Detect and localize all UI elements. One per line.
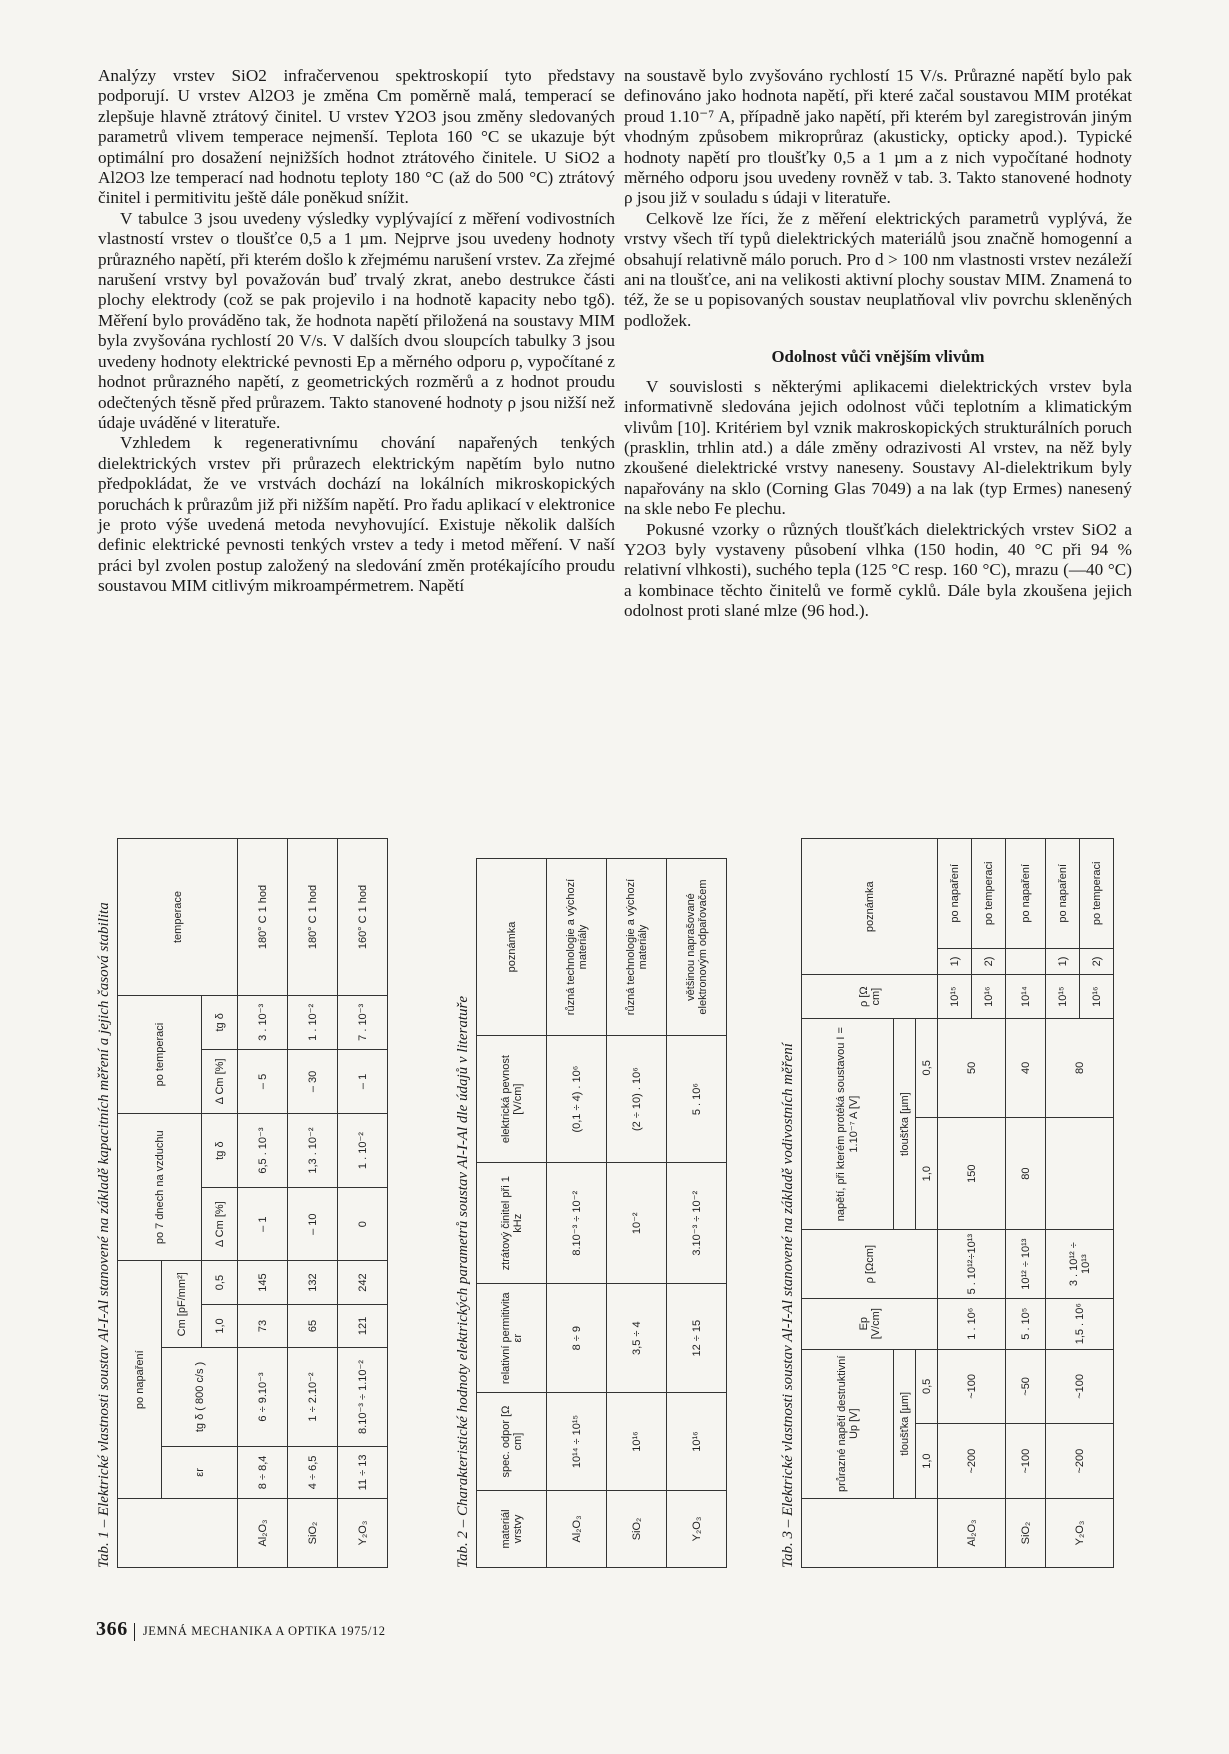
table-header-cell: Cm [pF/mm²] (162, 1261, 202, 1348)
table-cell: 10¹⁴ (1006, 975, 1046, 1018)
table-cell: 8 ÷ 8,4 (238, 1446, 288, 1498)
table-row (607, 859, 667, 1568)
table-header-cell: 1,0 (202, 1304, 238, 1347)
page-number: 366 (96, 1618, 128, 1640)
table-header-cell: 1,0 (916, 1424, 938, 1499)
table-1-block (96, 836, 388, 1568)
table-cell: 10¹⁶ (972, 975, 1006, 1018)
table-cell: 7 . 10⁻³ (338, 996, 388, 1050)
table-cell: SiO₂ (607, 1490, 667, 1567)
table-header-cell: temperace (118, 839, 238, 996)
paragraph: Vzhledem k regenerativnímu chování napařených tenkých dielektrických vrstev při průrazech elektrickým napětím bylo nutno předpokládat, že ve vrstvách dochází na lokálních mikroskopických poruchách k průrazům již při nižším napětí. Pro řadu aplikací v elektronice je proto výše uvedená metoda nevyhovující. Existuje několik dalších definic elektrické pevnosti tenkých vrstev a tedy i metod měření. V naší práci byl zvolen postup založený na sledování změn protékajícího proudu soustavou MIM citlivým mikroampérmetrem. Napětí (98, 433, 615, 596)
table-header-cell: tg δ (202, 996, 238, 1050)
table-cell: Al₂O₃ (238, 1499, 288, 1568)
table-cell: Y₂O₃ (667, 1490, 727, 1567)
table-cell: 1 . 10⁻² (288, 996, 338, 1050)
table-cell: – 1 (238, 1187, 288, 1260)
table-header-cell: ρ [Ω cm] (802, 975, 938, 1018)
table-header-cell: po 7 dnech na vzduchu (118, 1114, 202, 1261)
table-row (547, 859, 607, 1568)
table-row (238, 839, 288, 1568)
table-1 (117, 838, 388, 1568)
table-header-cell: materiál vrstvy (477, 1490, 547, 1567)
table-cell: ~100 (938, 1349, 1006, 1424)
table-cell: 1,3 . 10⁻² (288, 1114, 338, 1188)
table-cell: 242 (338, 1261, 388, 1304)
table-header-cell: po temperaci (118, 996, 202, 1114)
table-cell: 160° C 1 hod (338, 839, 388, 996)
table-cell (1006, 948, 1046, 975)
table-cell: 180° C 1 hod (238, 839, 288, 996)
table-cell: ~100 (1046, 1349, 1114, 1424)
table-header-cell: relativní permitivita εr (477, 1284, 547, 1393)
table-cell: 1 . 10⁶ (938, 1298, 1006, 1349)
table-header-cell: 0,5 (916, 1349, 938, 1424)
table-cell: (0,1 ÷ 4) . 10⁶ (547, 1036, 607, 1163)
paragraph: Celkově lze říci, že z měření elektrických parametrů vyplývá, že vrstvy všech tří typů dielektrických materiálů jsou značně homogenní a obsahují relativně málo poruch. Pro d > 100 nm vlastnosti vrstev nezáleží ani na tloušťce, ani na velikosti aktivní plochy soustav MIM. Znamená to též, že se u popisovaných soustav neuplatňoval vliv povrchu skleněných podložek. (624, 208, 1132, 330)
table-cell: 50 (938, 1018, 1006, 1117)
table-cell: ~50 (1006, 1349, 1046, 1424)
table-cell: 8.10⁻³ ÷ 10⁻² (547, 1163, 607, 1284)
table-2 (476, 858, 727, 1568)
table-cell: 8.10⁻³ ÷ 1.10⁻² (338, 1348, 388, 1447)
table-cell: 40 (1006, 1018, 1046, 1117)
table-cell: Y₂O₃ (1046, 1499, 1114, 1568)
table-header-cell: 0,5 (916, 1018, 938, 1117)
table-3-block (780, 836, 1114, 1568)
table-header-cell: spec. odpor [Ω cm] (477, 1393, 547, 1491)
table-cell: různá technologie a výchozí materiály (547, 859, 607, 1036)
table-header-cell: tg δ (202, 1114, 238, 1188)
table-cell: ~200 (938, 1424, 1006, 1499)
table-header-cell: elektrická pevnost [V/cm] (477, 1036, 547, 1163)
paragraph: V souvislosti s některými aplikacemi dielektrických vrstev byla informativně sledována jejich odolnost vůči teplotním a klimatickým vlivům [10]. Kritériem byl vznik makroskopických strukturálních poruch (prasklin, trhlin atd.) a dále změny odrazivosti Al vrstev, na něž byly zkoušené dielektrické vrstvy naneseny. Soustavy Al-dielektrikum byly napařovány na sklo (Corning Glas 7049) a na lak (typ Ermes) nanesený na skle nebo Fe plechu. (624, 376, 1132, 519)
table-cell: 10¹⁴ ÷ 10¹⁵ (547, 1393, 607, 1491)
table-cell: 5 . 10⁶ (667, 1036, 727, 1163)
table-cell: 3.10⁻³ ÷ 10⁻² (667, 1163, 727, 1284)
table-header-cell: Δ Cm [%] (202, 1049, 238, 1113)
table-header-cell: poznámka (477, 859, 547, 1036)
table-cell: 5 . 10¹²÷10¹³ (938, 1230, 1006, 1298)
table-header-cell: napětí, při kterém protéká soustavou I = 1.10⁻⁷ A [V] (802, 1018, 894, 1230)
table-cell: – 5 (238, 1049, 288, 1113)
table-row (338, 839, 388, 1568)
table-cell: 10¹⁶ (1080, 975, 1114, 1018)
table-cell: 73 (238, 1304, 288, 1347)
table-cell: 10¹⁶ (667, 1393, 727, 1491)
table-cell: po napaření (938, 839, 972, 949)
table-header-cell: tloušťka [µm] (894, 1018, 916, 1230)
table-row (938, 839, 972, 1568)
table-cell: 180° C 1 hod (288, 839, 338, 996)
table-cell: 1) (1046, 948, 1080, 975)
table-cell: po temperaci (972, 839, 1006, 949)
table-cell: Y₂O₃ (338, 1499, 388, 1568)
paragraph: V tabulce 3 jsou uvedeny výsledky vyplývající z měření vodivostních vlastností vrstev o tloušťce 0,5 a 1 µm. Nejprve jsou uvedeny hodnoty průrazného napětí, při kterém došlo k zřejmému narušení vrstev. Za zřejmé narušení vrstvy byl považován buď trvalý zkrat, anebo destrukce části plochy elektrody (což se pak projevilo i na hodnotě kapacity nebo tgδ). Měření bylo prováděno tak, že hodnota napětí přiložená na soustavy MIM byla zvyšována rychlostí 20 V/s. V dalších dvou sloupcích tabulky 3 jsou uvedeny hodnoty elektrické pevnosti Ep a měrného odporu ρ, vypočítané z hodnot průrazného napětí, z geometrických rozměrů a z hodnot proudu odečtených těsně před průrazem. Takto stanovené hodnoty ρ jsou nižší než údaje uváděné v literatuře. (98, 208, 615, 432)
table-cell: Al₂O₃ (938, 1499, 1006, 1568)
table-header-cell (802, 1499, 938, 1568)
table-cell: po temperaci (1080, 839, 1114, 949)
table-header-cell: εr (162, 1446, 238, 1498)
journal-name: JEMNÁ MECHANIKA A OPTIKA 1975/12 (142, 1624, 386, 1638)
table-cell: 10¹² ÷ 10¹³ (1006, 1230, 1046, 1298)
table-cell: 10¹⁵ (1046, 975, 1080, 1018)
table-1-caption: Tab. 1 – Elektrické vlastnosti soustav Al-I-Al stanovené na základě kapacitních měření a jejich časová stabilita (96, 902, 112, 1568)
table-cell: 145 (238, 1261, 288, 1304)
table-cell: 121 (338, 1304, 388, 1347)
table-cell: 10⁻² (607, 1163, 667, 1284)
table-cell: po napaření (1006, 839, 1046, 949)
table-cell: – 1 (338, 1049, 388, 1113)
table-cell: SiO₂ (288, 1499, 338, 1568)
table-cell: 10¹⁶ (607, 1393, 667, 1491)
table-cell: Al₂O₃ (547, 1490, 607, 1567)
table-cell: 0 (338, 1187, 388, 1260)
table-cell: 2) (972, 948, 1006, 975)
table-cell: 3 . 10⁻³ (238, 996, 288, 1050)
table-cell: (2 ÷ 10) . 10⁶ (607, 1036, 667, 1163)
table-row (667, 859, 727, 1568)
table-cell: 3 . 10¹² ÷ 10¹³ (1046, 1230, 1114, 1298)
table-cell: 10¹⁵ (938, 975, 972, 1018)
table-cell (1046, 1117, 1114, 1230)
table-cell: různá technologie a výchozí materiály (607, 859, 667, 1036)
section-heading: Odolnost vůči vnějším vlivům (771, 347, 985, 367)
table-row (288, 839, 338, 1568)
table-cell: 65 (288, 1304, 338, 1347)
table-cell: 1,5 . 10⁶ (1046, 1298, 1114, 1349)
text-column-left (98, 66, 615, 597)
table-cell: 132 (288, 1261, 338, 1304)
table-header-cell: 0,5 (202, 1261, 238, 1304)
table-cell: ~200 (1046, 1424, 1114, 1499)
table-header-cell: tloušťka [µm] (894, 1349, 916, 1498)
table-header-cell: Δ Cm [%] (202, 1187, 238, 1260)
table-header-cell (118, 1499, 238, 1568)
table-cell: 2) (1080, 948, 1114, 975)
table-cell: 1 ÷ 2.10⁻² (288, 1348, 338, 1447)
table-cell: 3,5 ÷ 4 (607, 1284, 667, 1393)
table-cell: 8 ÷ 9 (547, 1284, 607, 1393)
table-3-caption: Tab. 3 – Elektrické vlastnosti soustav Al-I-Al stanovené na základě vodivostních měření (780, 1043, 796, 1568)
table-header-cell: po napaření (118, 1261, 162, 1499)
table-row (1006, 839, 1046, 1568)
table-header-cell: tg δ ( 800 c/s ) (162, 1348, 238, 1447)
table-cell: 80 (1046, 1018, 1114, 1117)
table-cell: – 10 (288, 1187, 338, 1260)
paragraph: Analýzy vrstev SiO2 infračervenou spektroskopií tyto představy podporují. U vrstev Al2O3 je změna Cm poměrně malá, temperací se zlepšuje hlavně ztrátový činitel. U vrstev Y2O3 jsou změny sledovaných parametrů vlivem temperace nejmenší. Teplota 160 °C se ukazuje být optimální pro dosažení nejnižších hodnot ztrátového činitele. U SiO2 a Al2O3 lze temperací nad hodnotu teploty 180 °C (až do 500 °C) ztrátový činitel i permitivitu ještě dále poněkud snížit. (98, 66, 615, 208)
table-cell: 5 . 10⁵ (1006, 1298, 1046, 1349)
text-column-right (624, 66, 1132, 622)
table-header-cell: ρ [Ωcm] (802, 1230, 938, 1298)
table-row (1046, 839, 1080, 1568)
divider (134, 1623, 135, 1641)
table-cell: 11 ÷ 13 (338, 1446, 388, 1498)
table-header-cell: poznámka (802, 839, 938, 975)
table-2-caption: Tab. 2 – Charakteristické hodnoty elektrických parametrů soustav Al-I-Al dle údajů v literatuře (455, 996, 471, 1568)
table-cell: po napaření (1046, 839, 1080, 949)
table-header-cell: průrazné napětí destruktivní Up [V] (802, 1349, 894, 1498)
table-cell: – 30 (288, 1049, 338, 1113)
table-2-block (455, 856, 727, 1568)
table-cell: 6,5 . 10⁻³ (238, 1114, 288, 1188)
table-cell: 6 ÷ 9.10⁻³ (238, 1348, 288, 1447)
table-cell: 1 . 10⁻² (338, 1114, 388, 1188)
table-header-cell: Ep [V/cm] (802, 1298, 938, 1349)
table-3 (801, 838, 1114, 1568)
table-cell: 1) (938, 948, 972, 975)
table-cell: 12 ÷ 15 (667, 1284, 727, 1393)
table-header-cell: 1,0 (916, 1117, 938, 1230)
page-footer (96, 1618, 386, 1641)
paragraph: na soustavě bylo zvyšováno rychlostí 15 V/s. Průrazné napětí bylo pak definováno jako hodnota napětí, při které začal soustavou MIM protékat proud 1.10⁻⁷ A, případně jako napětí, při kterém byl zaregistrován jiným vhodným způsobem mikroprůraz (akusticky, opticky apod.). Typické hodnoty napětí pro tloušťky 0,5 a 1 µm a z nich vypočítané hodnoty měrného odporu jsou uvedeny rovněž v tab. 3. Takto stanovené hodnoty ρ jsou již v souladu s údaji v literatuře. (624, 66, 1132, 208)
table-cell: 80 (1006, 1117, 1046, 1230)
table-cell: 4 ÷ 6,5 (288, 1446, 338, 1498)
table-cell: SiO₂ (1006, 1499, 1046, 1568)
table-cell: ~100 (1006, 1424, 1046, 1499)
table-cell: většinou naprašované elektronovým odpařovačem (667, 859, 727, 1036)
paragraph: Pokusné vzorky o různých tloušťkách dielektrických vrstev SiO2 a Y2O3 byly vystaveny působení vlhka (150 hodin, 40 °C při 94 % relativní vlhkosti), suchého tepla (125 °C resp. 160 °C), mrazu (—40 °C) a kombinace těchto činitelů ve formě cyklů. Dále byla zkoušena jejich odolnost proti slané mlze (96 hod.). (624, 519, 1132, 621)
table-cell: 150 (938, 1117, 1006, 1230)
table-header-cell: ztrátový činitel při 1 kHz (477, 1163, 547, 1284)
